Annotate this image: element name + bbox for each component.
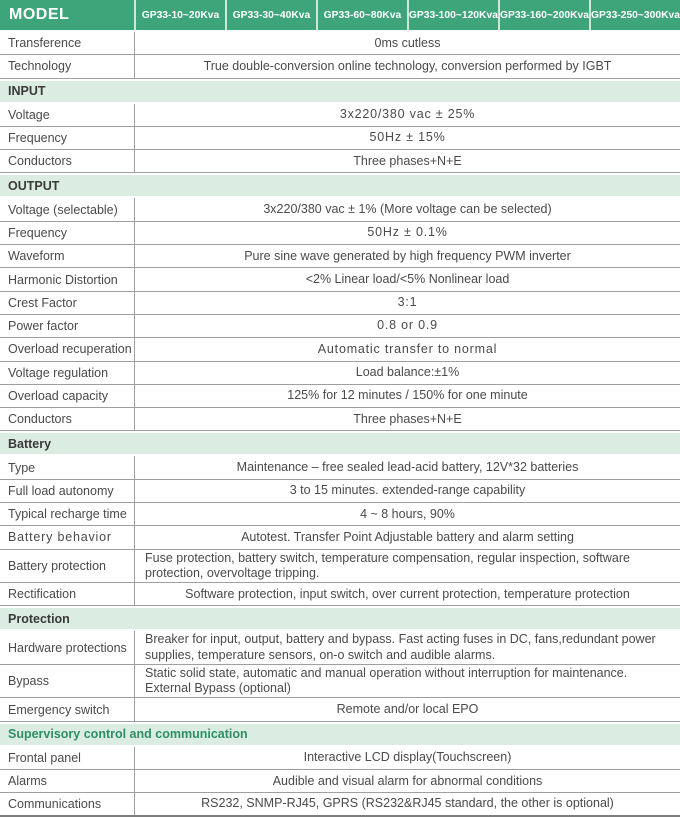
row-value: Breaker for input, output, battery and bypass. Fast acting fuses in DC, fans,redundant power supplies, temperature sensors, on-o switch and audible alarms. (134, 631, 680, 664)
row-label: Type (8, 460, 36, 475)
row-label: Overload capacity (8, 389, 109, 403)
table-row-full-load-autonomy (0, 480, 680, 503)
row-label: Voltage (8, 107, 50, 122)
model-header-label: MODEL (0, 0, 134, 30)
table-row-hardware-protections (0, 631, 680, 665)
row-value: 3x220/380 vac ± 25% (134, 104, 680, 126)
table-row-battery-behavior (0, 526, 680, 549)
row-value: Interactive LCD display(Touchscreen) (134, 747, 680, 769)
row-label: Rectification (8, 587, 77, 602)
row-label: Conductors (8, 154, 72, 169)
row-value: 50Hz ± 0.1% (134, 222, 680, 244)
table-row-waveform (0, 245, 680, 268)
table-row-output-conductors (0, 408, 680, 431)
model-column-gp33-160-200: GP33-160~200Kva (500, 0, 589, 30)
row-label: Voltage (selectable) (8, 202, 118, 217)
row-value: 4 ~ 8 hours, 90% (134, 503, 680, 525)
row-value: 0ms cutless (134, 32, 680, 54)
table-row-battery-protection (0, 550, 680, 584)
table-row-output-voltage (0, 198, 680, 221)
row-value: Automatic transfer to normal (134, 338, 680, 360)
row-value: RS232, SNMP-RJ45, GPRS (RS232&RJ45 standard, the other is optional) (134, 793, 680, 814)
table-row-communications (0, 793, 680, 816)
row-label: Frontal panel (8, 750, 81, 765)
model-column-gp33-30-40: GP33-30~40Kva (227, 0, 316, 30)
row-label: Emergency switch (8, 702, 110, 717)
row-value: Software protection, input switch, over current protection, temperature protection (134, 583, 680, 605)
table-row-alarms (0, 770, 680, 793)
row-value: 50Hz ± 15% (134, 127, 680, 149)
row-label: Crest Factor (8, 295, 77, 310)
table-row-harmonic-distortion (0, 268, 680, 291)
section-header-protection: Protection (0, 608, 680, 629)
table-row-crest-factor (0, 292, 680, 315)
row-label: Overload recuperation (8, 342, 132, 357)
table-row-input-conductors (0, 150, 680, 173)
row-label: Frequency (8, 131, 68, 146)
table-row-output-frequency (0, 222, 680, 245)
table-row-bypass (0, 665, 680, 699)
row-label: Harmonic Distortion (8, 272, 118, 287)
row-label: Communications (8, 796, 102, 811)
table-row-input-voltage (0, 104, 680, 127)
table-row-typical-recharge-time (0, 503, 680, 526)
table-row-overload-capacity (0, 385, 680, 408)
section-header-output: OUTPUT (0, 175, 680, 196)
row-value: Audible and visual alarm for abnormal conditions (134, 770, 680, 792)
row-label: Typical recharge time (8, 507, 127, 522)
row-value: Three phases+N+E (134, 150, 680, 172)
table-row-rectification (0, 583, 680, 606)
row-value: Fuse protection, battery switch, temperature compensation, regular inspection, software protection, overvoltage tripping. (134, 550, 680, 583)
table-row-input-frequency (0, 127, 680, 150)
model-column-gp33-10-20: GP33-10~20Kva (136, 0, 225, 30)
row-label: Technology (8, 59, 72, 74)
row-value: True double-conversion online technology, conversion performed by IGBT (134, 55, 680, 77)
row-label: Battery behavior (8, 530, 112, 545)
section-header-input: INPUT (0, 81, 680, 102)
table-row-battery-type (0, 456, 680, 479)
row-label: Battery protection (8, 558, 106, 573)
row-label: Power factor (8, 319, 79, 334)
row-value: Autotest. Transfer Point Adjustable battery and alarm setting (134, 526, 680, 548)
row-value: Remote and/or local EPO (134, 698, 680, 720)
row-value: Pure sine wave generated by high frequency PWM inverter (134, 245, 680, 267)
row-label: Alarms (8, 774, 47, 789)
row-value: Static solid state, automatic and manual operation without interruption for maintenance. External Bypass (optional) (134, 665, 680, 698)
section-header-battery: Battery (0, 433, 680, 454)
row-label: Bypass (8, 674, 49, 689)
row-label: Hardware protections (8, 640, 127, 655)
row-value: 125% for 12 minutes / 150% for one minute (134, 385, 680, 407)
row-value: Maintenance – free sealed lead-acid battery, 12V*32 batteries (134, 456, 680, 478)
row-value: 3x220/380 vac ± 1% (More voltage can be selected) (134, 198, 680, 220)
row-label: Conductors (8, 412, 72, 427)
table-row-transference (0, 32, 680, 55)
row-value: 0.8 or 0.9 (134, 315, 680, 337)
table-row-emergency-switch (0, 698, 680, 721)
row-label: Full load autonomy (8, 483, 114, 498)
row-value: 3 to 15 minutes. extended-range capability (134, 480, 680, 502)
table-row-overload-recuperation (0, 338, 680, 361)
table-row-power-factor (0, 315, 680, 338)
model-column-gp33-100-120: GP33-100~120Kva (409, 0, 498, 30)
table-row-frontal-panel (0, 747, 680, 770)
row-label: Waveform (8, 249, 65, 264)
row-value: 3:1 (134, 292, 680, 314)
section-header-supervisory: Supervisory control and communication (0, 724, 680, 745)
model-header-row (0, 0, 680, 30)
model-column-gp33-60-80: GP33-60~80Kva (318, 0, 407, 30)
row-value: <2% Linear load/<5% Nonlinear load (134, 268, 680, 290)
row-label: Frequency (8, 225, 68, 240)
model-column-gp33-250-300: GP33-250~300Kva (591, 0, 680, 30)
table-row-voltage-regulation (0, 362, 680, 385)
table-row-technology (0, 55, 680, 78)
row-label: Transference (8, 36, 82, 51)
row-value: Three phases+N+E (134, 408, 680, 430)
row-label: Voltage regulation (8, 365, 109, 380)
row-value: Load balance:±1% (134, 362, 680, 384)
